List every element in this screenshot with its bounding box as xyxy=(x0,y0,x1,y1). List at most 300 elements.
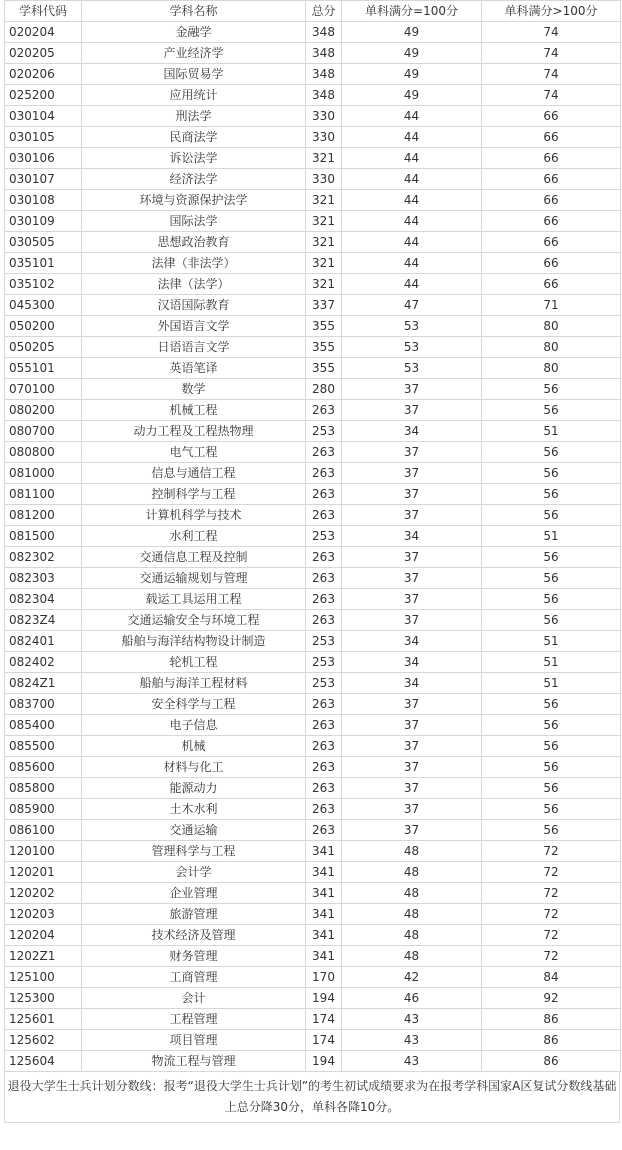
table-row xyxy=(5,274,621,295)
cell-single-over-100: 56 xyxy=(482,484,621,505)
cell-total-score: 263 xyxy=(306,442,342,463)
cell-total-score: 263 xyxy=(306,799,342,820)
retired-soldier-note xyxy=(4,1072,620,1123)
cell-single-100: 34 xyxy=(342,421,482,442)
cell-subject-code: 120204 xyxy=(5,925,82,946)
cell-single-100: 42 xyxy=(342,967,482,988)
cell-subject-name: 动力工程及工程热物理 xyxy=(82,421,306,442)
cell-single-over-100: 56 xyxy=(482,799,621,820)
cell-total-score: 194 xyxy=(306,1051,342,1072)
cell-single-100: 37 xyxy=(342,379,482,400)
cell-single-100: 49 xyxy=(342,85,482,106)
cell-single-over-100: 51 xyxy=(482,652,621,673)
table-row xyxy=(5,757,621,778)
cell-subject-code: 125100 xyxy=(5,967,82,988)
cell-subject-code: 085400 xyxy=(5,715,82,736)
cell-subject-code: 050205 xyxy=(5,337,82,358)
cell-subject-name: 汉语国际教育 xyxy=(82,295,306,316)
cell-single-100: 37 xyxy=(342,484,482,505)
cell-subject-code: 120201 xyxy=(5,862,82,883)
cell-subject-code: 1202Z1 xyxy=(5,946,82,967)
cell-subject-code: 081200 xyxy=(5,505,82,526)
cell-single-100: 34 xyxy=(342,631,482,652)
table-row xyxy=(5,694,621,715)
cell-single-100: 37 xyxy=(342,757,482,778)
cell-single-over-100: 66 xyxy=(482,169,621,190)
cell-subject-code: 125604 xyxy=(5,1051,82,1072)
header-single-over-100: 单科满分>100分 xyxy=(482,1,621,22)
cell-single-over-100: 56 xyxy=(482,736,621,757)
cell-subject-code: 030108 xyxy=(5,190,82,211)
cell-subject-name: 工程管理 xyxy=(82,1009,306,1030)
cell-single-100: 37 xyxy=(342,505,482,526)
cell-total-score: 348 xyxy=(306,43,342,64)
cell-single-over-100: 66 xyxy=(482,211,621,232)
cell-subject-code: 055101 xyxy=(5,358,82,379)
cell-single-100: 37 xyxy=(342,610,482,631)
table-row xyxy=(5,988,621,1009)
cell-single-over-100: 74 xyxy=(482,85,621,106)
table-row xyxy=(5,799,621,820)
cell-single-100: 53 xyxy=(342,316,482,337)
score-line-table xyxy=(4,0,621,1072)
cell-total-score: 321 xyxy=(306,274,342,295)
cell-single-100: 49 xyxy=(342,64,482,85)
cell-subject-code: 070100 xyxy=(5,379,82,400)
table-body xyxy=(5,22,621,1072)
cell-subject-name: 会计学 xyxy=(82,862,306,883)
table-row xyxy=(5,778,621,799)
table-row xyxy=(5,589,621,610)
cell-total-score: 263 xyxy=(306,757,342,778)
cell-subject-name: 控制科学与工程 xyxy=(82,484,306,505)
cell-subject-code: 083700 xyxy=(5,694,82,715)
cell-single-100: 37 xyxy=(342,547,482,568)
cell-single-100: 44 xyxy=(342,106,482,127)
cell-subject-name: 诉讼法学 xyxy=(82,148,306,169)
cell-single-over-100: 72 xyxy=(482,883,621,904)
cell-single-100: 37 xyxy=(342,400,482,421)
cell-total-score: 321 xyxy=(306,253,342,274)
cell-subject-code: 020205 xyxy=(5,43,82,64)
table-row xyxy=(5,652,621,673)
cell-single-100: 37 xyxy=(342,568,482,589)
cell-total-score: 330 xyxy=(306,106,342,127)
cell-single-100: 48 xyxy=(342,883,482,904)
cell-single-100: 37 xyxy=(342,715,482,736)
cell-single-over-100: 56 xyxy=(482,715,621,736)
table-row xyxy=(5,841,621,862)
cell-single-100: 53 xyxy=(342,358,482,379)
table-row xyxy=(5,673,621,694)
table-row xyxy=(5,106,621,127)
cell-single-100: 37 xyxy=(342,736,482,757)
cell-subject-code: 086100 xyxy=(5,820,82,841)
cell-subject-code: 120202 xyxy=(5,883,82,904)
cell-single-100: 47 xyxy=(342,295,482,316)
cell-total-score: 253 xyxy=(306,673,342,694)
cell-total-score: 263 xyxy=(306,505,342,526)
cell-subject-name: 会计 xyxy=(82,988,306,1009)
cell-single-over-100: 72 xyxy=(482,946,621,967)
table-row xyxy=(5,337,621,358)
cell-total-score: 194 xyxy=(306,988,342,1009)
cell-total-score: 280 xyxy=(306,379,342,400)
cell-single-over-100: 86 xyxy=(482,1009,621,1030)
cell-single-100: 44 xyxy=(342,169,482,190)
table-row xyxy=(5,526,621,547)
cell-single-over-100: 92 xyxy=(482,988,621,1009)
cell-total-score: 341 xyxy=(306,925,342,946)
table-row xyxy=(5,484,621,505)
cell-subject-code: 030505 xyxy=(5,232,82,253)
cell-subject-code: 125601 xyxy=(5,1009,82,1030)
cell-subject-code: 085900 xyxy=(5,799,82,820)
cell-single-100: 44 xyxy=(342,274,482,295)
cell-subject-code: 120203 xyxy=(5,904,82,925)
cell-total-score: 263 xyxy=(306,694,342,715)
cell-single-100: 44 xyxy=(342,127,482,148)
cell-single-over-100: 66 xyxy=(482,106,621,127)
cell-single-100: 53 xyxy=(342,337,482,358)
cell-subject-name: 船舶与海洋工程材料 xyxy=(82,673,306,694)
cell-subject-name: 应用统计 xyxy=(82,85,306,106)
cell-single-over-100: 56 xyxy=(482,694,621,715)
cell-subject-name: 轮机工程 xyxy=(82,652,306,673)
cell-total-score: 263 xyxy=(306,820,342,841)
cell-subject-name: 信息与通信工程 xyxy=(82,463,306,484)
cell-subject-code: 035101 xyxy=(5,253,82,274)
cell-total-score: 341 xyxy=(306,862,342,883)
cell-single-over-100: 84 xyxy=(482,967,621,988)
table-row xyxy=(5,904,621,925)
cell-subject-name: 材料与化工 xyxy=(82,757,306,778)
cell-subject-code: 082303 xyxy=(5,568,82,589)
cell-single-100: 37 xyxy=(342,799,482,820)
table-row xyxy=(5,631,621,652)
cell-subject-name: 法律（非法学） xyxy=(82,253,306,274)
cell-total-score: 174 xyxy=(306,1030,342,1051)
cell-single-over-100: 86 xyxy=(482,1030,621,1051)
cell-single-over-100: 66 xyxy=(482,232,621,253)
cell-single-100: 44 xyxy=(342,232,482,253)
cell-subject-name: 计算机科学与技术 xyxy=(82,505,306,526)
cell-subject-name: 管理科学与工程 xyxy=(82,841,306,862)
cell-total-score: 263 xyxy=(306,715,342,736)
table-row xyxy=(5,715,621,736)
cell-subject-code: 082304 xyxy=(5,589,82,610)
cell-subject-code: 080200 xyxy=(5,400,82,421)
cell-single-over-100: 66 xyxy=(482,274,621,295)
cell-total-score: 263 xyxy=(306,463,342,484)
cell-total-score: 253 xyxy=(306,526,342,547)
cell-subject-name: 水利工程 xyxy=(82,526,306,547)
cell-subject-name: 数学 xyxy=(82,379,306,400)
cell-single-over-100: 66 xyxy=(482,253,621,274)
cell-total-score: 253 xyxy=(306,421,342,442)
cell-subject-code: 085800 xyxy=(5,778,82,799)
cell-total-score: 263 xyxy=(306,547,342,568)
cell-single-over-100: 51 xyxy=(482,631,621,652)
cell-subject-name: 金融学 xyxy=(82,22,306,43)
table-row xyxy=(5,295,621,316)
cell-subject-name: 载运工具运用工程 xyxy=(82,589,306,610)
table-row xyxy=(5,862,621,883)
table-row xyxy=(5,43,621,64)
table-row xyxy=(5,967,621,988)
cell-subject-code: 125300 xyxy=(5,988,82,1009)
cell-subject-name: 机械工程 xyxy=(82,400,306,421)
cell-single-over-100: 51 xyxy=(482,526,621,547)
cell-single-100: 37 xyxy=(342,820,482,841)
cell-single-over-100: 56 xyxy=(482,820,621,841)
cell-single-over-100: 56 xyxy=(482,757,621,778)
cell-single-over-100: 56 xyxy=(482,379,621,400)
cell-single-100: 49 xyxy=(342,22,482,43)
cell-single-100: 48 xyxy=(342,841,482,862)
cell-subject-name: 企业管理 xyxy=(82,883,306,904)
cell-single-100: 43 xyxy=(342,1030,482,1051)
cell-subject-name: 产业经济学 xyxy=(82,43,306,64)
note-line-2: 上总分降30分，单科各降10分。 xyxy=(224,1100,400,1114)
cell-subject-name: 交通运输规划与管理 xyxy=(82,568,306,589)
cell-subject-code: 045300 xyxy=(5,295,82,316)
cell-single-100: 48 xyxy=(342,904,482,925)
cell-single-100: 34 xyxy=(342,652,482,673)
table-row xyxy=(5,85,621,106)
table-row xyxy=(5,169,621,190)
cell-single-over-100: 56 xyxy=(482,442,621,463)
cell-single-100: 43 xyxy=(342,1009,482,1030)
cell-total-score: 253 xyxy=(306,652,342,673)
cell-subject-name: 技术经济及管理 xyxy=(82,925,306,946)
cell-total-score: 263 xyxy=(306,589,342,610)
cell-single-100: 44 xyxy=(342,148,482,169)
table-row xyxy=(5,1051,621,1072)
table-row xyxy=(5,1009,621,1030)
cell-subject-code: 080800 xyxy=(5,442,82,463)
cell-single-over-100: 74 xyxy=(482,64,621,85)
cell-single-100: 37 xyxy=(342,442,482,463)
cell-total-score: 263 xyxy=(306,610,342,631)
table-row xyxy=(5,736,621,757)
cell-total-score: 341 xyxy=(306,841,342,862)
cell-single-over-100: 80 xyxy=(482,358,621,379)
cell-single-over-100: 72 xyxy=(482,904,621,925)
cell-subject-code: 120100 xyxy=(5,841,82,862)
cell-subject-code: 081000 xyxy=(5,463,82,484)
cell-single-over-100: 66 xyxy=(482,127,621,148)
table-row xyxy=(5,64,621,85)
cell-single-over-100: 56 xyxy=(482,610,621,631)
cell-single-over-100: 56 xyxy=(482,463,621,484)
cell-total-score: 263 xyxy=(306,778,342,799)
cell-subject-name: 国际贸易学 xyxy=(82,64,306,85)
table-row xyxy=(5,316,621,337)
cell-subject-code: 030106 xyxy=(5,148,82,169)
cell-single-over-100: 66 xyxy=(482,190,621,211)
cell-total-score: 341 xyxy=(306,904,342,925)
cell-single-100: 43 xyxy=(342,1051,482,1072)
table-row xyxy=(5,127,621,148)
cell-subject-name: 机械 xyxy=(82,736,306,757)
table-row xyxy=(5,211,621,232)
cell-subject-code: 035102 xyxy=(5,274,82,295)
cell-subject-name: 环境与资源保护法学 xyxy=(82,190,306,211)
table-row xyxy=(5,505,621,526)
cell-single-100: 34 xyxy=(342,673,482,694)
cell-single-100: 48 xyxy=(342,946,482,967)
cell-single-100: 37 xyxy=(342,694,482,715)
cell-single-over-100: 72 xyxy=(482,862,621,883)
cell-subject-name: 国际法学 xyxy=(82,211,306,232)
cell-total-score: 348 xyxy=(306,64,342,85)
cell-single-100: 44 xyxy=(342,211,482,232)
cell-single-100: 37 xyxy=(342,589,482,610)
cell-subject-name: 项目管理 xyxy=(82,1030,306,1051)
table-row xyxy=(5,820,621,841)
cell-total-score: 348 xyxy=(306,85,342,106)
cell-total-score: 170 xyxy=(306,967,342,988)
cell-total-score: 263 xyxy=(306,400,342,421)
cell-single-over-100: 56 xyxy=(482,778,621,799)
cell-single-over-100: 86 xyxy=(482,1051,621,1072)
table-row xyxy=(5,22,621,43)
cell-total-score: 321 xyxy=(306,211,342,232)
cell-subject-name: 电气工程 xyxy=(82,442,306,463)
cell-total-score: 355 xyxy=(306,316,342,337)
cell-single-100: 48 xyxy=(342,925,482,946)
cell-subject-name: 日语语言文学 xyxy=(82,337,306,358)
cell-total-score: 341 xyxy=(306,883,342,904)
table-row xyxy=(5,946,621,967)
cell-single-over-100: 71 xyxy=(482,295,621,316)
cell-total-score: 355 xyxy=(306,358,342,379)
cell-subject-code: 0823Z4 xyxy=(5,610,82,631)
cell-total-score: 263 xyxy=(306,736,342,757)
table-row xyxy=(5,358,621,379)
cell-total-score: 348 xyxy=(306,22,342,43)
cell-total-score: 263 xyxy=(306,568,342,589)
table-row xyxy=(5,379,621,400)
cell-subject-name: 外国语言文学 xyxy=(82,316,306,337)
cell-single-100: 49 xyxy=(342,43,482,64)
cell-subject-code: 050200 xyxy=(5,316,82,337)
cell-subject-name: 物流工程与管理 xyxy=(82,1051,306,1072)
cell-single-over-100: 80 xyxy=(482,316,621,337)
cell-total-score: 355 xyxy=(306,337,342,358)
table-row xyxy=(5,610,621,631)
cell-subject-name: 能源动力 xyxy=(82,778,306,799)
cell-total-score: 321 xyxy=(306,190,342,211)
cell-single-100: 48 xyxy=(342,862,482,883)
cell-total-score: 330 xyxy=(306,127,342,148)
cell-single-over-100: 56 xyxy=(482,505,621,526)
cell-single-over-100: 66 xyxy=(482,148,621,169)
cell-single-over-100: 56 xyxy=(482,400,621,421)
cell-subject-code: 082302 xyxy=(5,547,82,568)
cell-total-score: 174 xyxy=(306,1009,342,1030)
cell-subject-code: 030107 xyxy=(5,169,82,190)
cell-subject-code: 020206 xyxy=(5,64,82,85)
table-row xyxy=(5,421,621,442)
cell-subject-name: 交通运输安全与环境工程 xyxy=(82,610,306,631)
table-row xyxy=(5,883,621,904)
cell-subject-code: 0824Z1 xyxy=(5,673,82,694)
cell-subject-code: 020204 xyxy=(5,22,82,43)
cell-subject-name: 思想政治教育 xyxy=(82,232,306,253)
cell-subject-name: 经济法学 xyxy=(82,169,306,190)
table-row xyxy=(5,253,621,274)
cell-single-over-100: 80 xyxy=(482,337,621,358)
cell-single-over-100: 72 xyxy=(482,925,621,946)
cell-subject-name: 民商法学 xyxy=(82,127,306,148)
cell-subject-name: 船舶与海洋结构物设计制造 xyxy=(82,631,306,652)
header-subject-name: 学科名称 xyxy=(82,1,306,22)
cell-single-100: 37 xyxy=(342,778,482,799)
cell-subject-code: 081500 xyxy=(5,526,82,547)
cell-subject-code: 082401 xyxy=(5,631,82,652)
cell-single-over-100: 56 xyxy=(482,589,621,610)
cell-subject-name: 交通运输 xyxy=(82,820,306,841)
cell-total-score: 263 xyxy=(306,484,342,505)
header-total-score: 总分 xyxy=(306,1,342,22)
table-row xyxy=(5,463,621,484)
cell-subject-code: 025200 xyxy=(5,85,82,106)
cell-subject-name: 旅游管理 xyxy=(82,904,306,925)
cell-total-score: 321 xyxy=(306,148,342,169)
cell-subject-name: 工商管理 xyxy=(82,967,306,988)
table-row xyxy=(5,442,621,463)
cell-subject-code: 030104 xyxy=(5,106,82,127)
cell-single-100: 44 xyxy=(342,253,482,274)
table-row xyxy=(5,1030,621,1051)
cell-subject-code: 085500 xyxy=(5,736,82,757)
cell-subject-name: 安全科学与工程 xyxy=(82,694,306,715)
cell-total-score: 341 xyxy=(306,946,342,967)
cell-subject-code: 082402 xyxy=(5,652,82,673)
cell-subject-name: 英语笔译 xyxy=(82,358,306,379)
cell-subject-name: 土木水利 xyxy=(82,799,306,820)
cell-subject-code: 080700 xyxy=(5,421,82,442)
table-row xyxy=(5,148,621,169)
cell-subject-name: 刑法学 xyxy=(82,106,306,127)
cell-total-score: 253 xyxy=(306,631,342,652)
cell-total-score: 337 xyxy=(306,295,342,316)
table-row xyxy=(5,547,621,568)
cell-single-over-100: 74 xyxy=(482,43,621,64)
cell-subject-name: 财务管理 xyxy=(82,946,306,967)
cell-single-100: 34 xyxy=(342,526,482,547)
cell-subject-code: 085600 xyxy=(5,757,82,778)
cell-subject-code: 125602 xyxy=(5,1030,82,1051)
table-row xyxy=(5,400,621,421)
cell-single-over-100: 56 xyxy=(482,547,621,568)
cell-subject-code: 081100 xyxy=(5,484,82,505)
table-header-row xyxy=(5,1,621,22)
cell-single-over-100: 74 xyxy=(482,22,621,43)
cell-single-over-100: 51 xyxy=(482,673,621,694)
cell-single-over-100: 72 xyxy=(482,841,621,862)
cell-total-score: 321 xyxy=(306,232,342,253)
cell-single-100: 46 xyxy=(342,988,482,1009)
table-row xyxy=(5,232,621,253)
cell-subject-code: 030109 xyxy=(5,211,82,232)
cell-single-over-100: 51 xyxy=(482,421,621,442)
table-row xyxy=(5,190,621,211)
cell-subject-name: 电子信息 xyxy=(82,715,306,736)
cell-subject-code: 030105 xyxy=(5,127,82,148)
